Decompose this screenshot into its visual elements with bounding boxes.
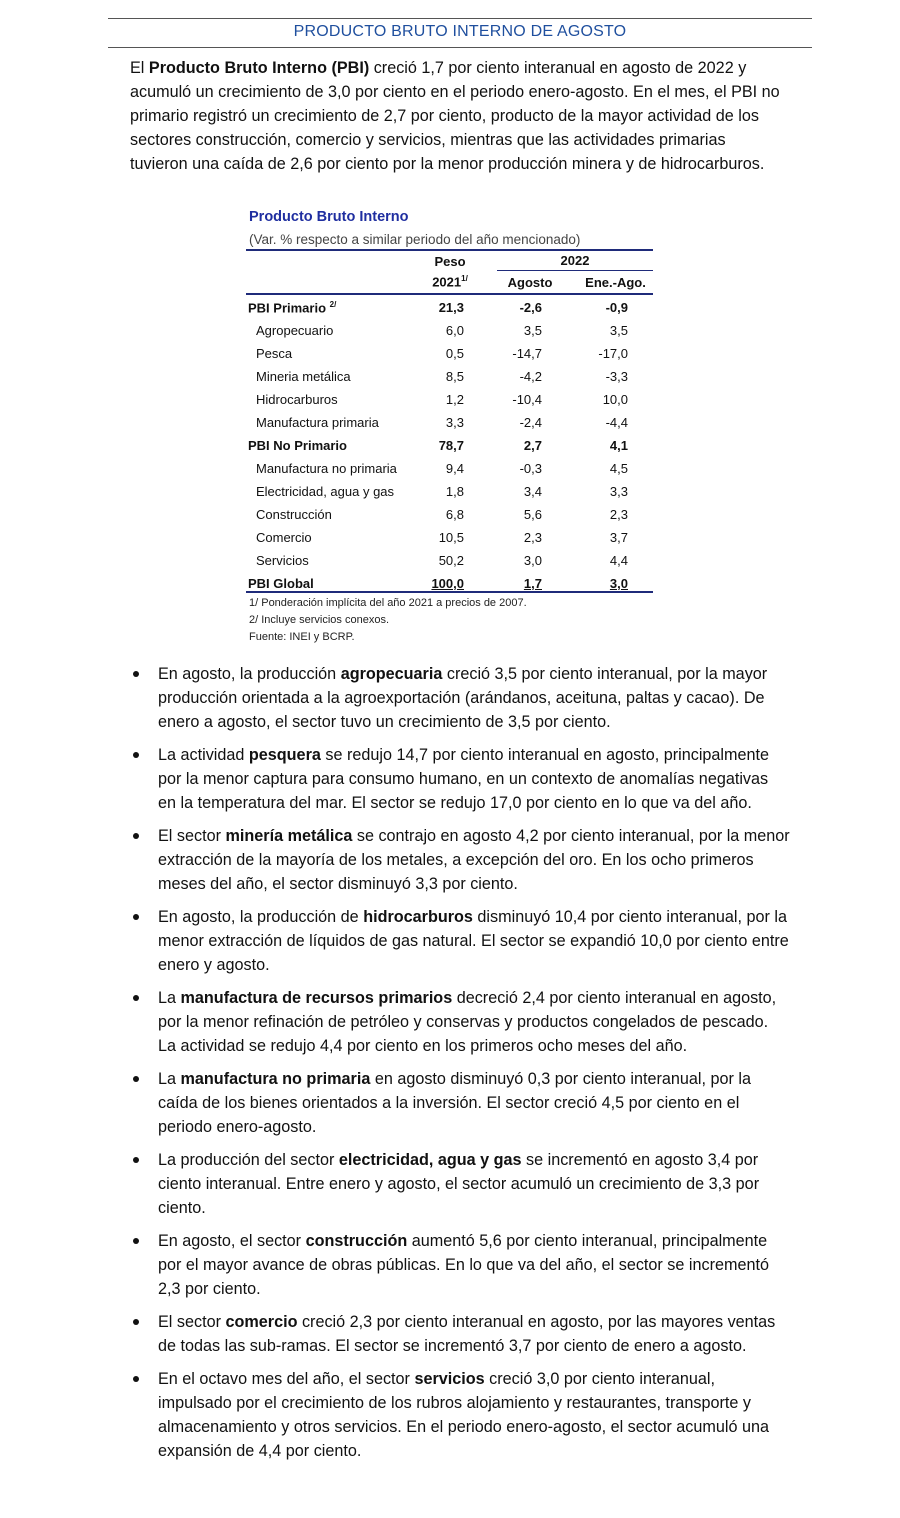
bullet-sector: construcción [305, 1232, 408, 1250]
table-cell-peso: 78,7 [438, 438, 464, 453]
bullet-text-rest: en agosto disminuyó 0,3 por ciento interanual, por la caída de los bienes orientados a la inversión. El sector creció 4,5 por ciento en el periodo enero-agosto. [158, 1070, 751, 1136]
bullet-item [130, 743, 790, 815]
intro-text-start: El [130, 59, 149, 77]
bullet-text-start: La actividad [158, 746, 249, 764]
bullet-dot-icon [133, 1238, 139, 1244]
table-row-label: Manufactura primaria [256, 415, 379, 430]
bullet-sector: pesquera [248, 746, 321, 764]
bullet-text-start: En agosto, la producción [158, 665, 341, 683]
bullet-sector: hidrocarburos [363, 908, 473, 926]
bullet-item [130, 1229, 790, 1301]
table-cell-ene: -0,9 [605, 300, 628, 315]
table-row-label: Manufactura no primaria [256, 461, 397, 476]
bullet-dot-icon [133, 995, 139, 1001]
bullet-text-start: El sector [158, 827, 226, 845]
table-cell-peso: 0,5 [445, 346, 464, 361]
table-cell-ago: -4,2 [519, 369, 542, 384]
table-cell-ene: 3,7 [609, 530, 628, 545]
col-peso-year: $2021^{1/}$ [432, 274, 468, 290]
bullet-dot-icon [133, 1319, 139, 1325]
bullet-sector: servicios [414, 1370, 485, 1388]
bullet-text-start: En agosto, la producción de [158, 908, 364, 926]
bullet-list [130, 662, 790, 1472]
table-cell-ene: 3,5 [609, 323, 628, 338]
intro-paragraph [130, 56, 780, 176]
note-2: 2/ Incluye servicios conexos. [249, 614, 390, 626]
bullet-item [130, 1367, 790, 1463]
table-row-label: Agropecuario [256, 323, 334, 338]
table-row-label: PBI Global [248, 576, 314, 591]
table-cell-ago: -10,4 [512, 392, 542, 407]
table-cell-peso: 6,0 [445, 323, 464, 338]
col-year-header: 2022 [560, 253, 590, 268]
table-cell-peso: 1,8 [445, 484, 464, 499]
table-cell-ene: -17,0 [598, 346, 628, 361]
table-cell-ago: 3,0 [523, 553, 542, 568]
bullet-text-rest: se contrajo en agosto 4,2 por ciento interanual, por la menor extracción de la mayoría de los metales, a excepción del oro. En los ocho primeros meses del año, el sector disminuyó 3,3 por ciento. [158, 827, 790, 893]
table-row-label: Electricidad, agua y gas [256, 484, 395, 499]
bullet-dot-icon [133, 671, 139, 677]
bullet-item [130, 986, 790, 1058]
table-cell-peso: 6,8 [445, 507, 464, 522]
table-cell-ago: 3,4 [523, 484, 542, 499]
section-title: PRODUCTO BRUTO INTERNO DE AGOSTO [293, 23, 627, 40]
table-cell-ene: -4,4 [605, 415, 628, 430]
table-cell-ago: 2,7 [523, 438, 542, 453]
table-cell-ago: -2,6 [519, 300, 542, 315]
col-peso-header: Peso [434, 254, 466, 269]
bullet-text-start: La producción del sector [158, 1151, 339, 1169]
bullet-sector: comercio [225, 1313, 298, 1331]
intro-text-rest: creció 1,7 por ciento interanual en agosto de 2022 y acumuló un crecimiento de 3,0 por ciento en el periodo enero-agosto. En el mes, el PBI no primario registró un crecimiento de 2,7 por ciento, producto de la mayor actividad de los sectores construcción, comercio y servicios, mientras que las actividades primarias tuvieron una caída de 2,6 por ciento por la menor producción minera y de hidrocarburos. [130, 59, 780, 173]
bullet-text-start: La [158, 989, 181, 1007]
table-row-label: Comercio [256, 530, 312, 545]
table-row-label: Mineria metálica [256, 369, 351, 384]
bullet-item [130, 1067, 790, 1139]
bullet-text-start: La [158, 1070, 181, 1088]
section-header [108, 18, 812, 48]
table-cell-ago: -0,3 [519, 461, 542, 476]
table-cell-ene: 4,4 [609, 553, 628, 568]
bullet-text-rest: se redujo 14,7 por ciento interanual en agosto, principalmente por la menor captura para consumo humano, en un contexto de anomalías negativas en la temperatura del mar. El sector se redujo 17,0 por ciento en lo que va del año. [158, 746, 770, 812]
bullet-dot-icon [133, 1157, 139, 1163]
col-ene-header: Ene.-Ago. [585, 275, 646, 290]
table-cell-peso: 50,2 [438, 553, 464, 568]
table-cell-peso: 3,3 [445, 415, 464, 430]
bullet-sector: manufactura de recursos primarios [180, 989, 453, 1007]
bullet-dot-icon [133, 833, 139, 839]
note-1: 1/ Ponderación implícita del año 2021 a precios de 2007. [249, 597, 527, 609]
table-row-label: PBI No Primario [248, 438, 347, 453]
bullet-text-rest: creció 3,5 por ciento interanual, por la mayor producción orientada a la agroexportación (arándanos, aceituna, paltas y cacao). De enero a agosto, el sector tuvo un crecimiento de 3,5 por ciento. [158, 665, 768, 731]
bullet-item [130, 824, 790, 896]
table-cell-peso: 21,3 [438, 300, 464, 315]
table-row-label: Pesca [256, 346, 293, 361]
bullet-dot-icon [133, 1376, 139, 1382]
table-cell-ago: -14,7 [512, 346, 542, 361]
bullet-text-start: En el octavo mes del año, el sector [158, 1370, 415, 1388]
table-cell-ene: 4,5 [609, 461, 628, 476]
table-cell-ago: 5,6 [523, 507, 542, 522]
bullet-item [130, 1310, 790, 1358]
table-cell-ene: -3,3 [605, 369, 628, 384]
table-row-label: Construcción [256, 507, 332, 522]
table-cell-ago: 2,3 [523, 530, 542, 545]
table-cell-peso: 10,5 [438, 530, 464, 545]
table-cell-peso: 9,4 [445, 461, 464, 476]
table-row-label: PBI Primario $^{2/}$ [248, 300, 337, 316]
bullet-sector: minería metálica [225, 827, 353, 845]
bullet-sector: manufactura no primaria [180, 1070, 371, 1088]
table-cell-ene: 10,0 [602, 392, 628, 407]
bullet-item [130, 1148, 790, 1220]
table-top-rule [246, 249, 653, 251]
bullet-text-rest: aumentó 5,6 por ciento interanual, principalmente por el mayor avance de obras públicas. En lo que va del año, el sector se incrementó 2,3 por ciento. [158, 1232, 769, 1298]
bullet-text-start: El sector [158, 1313, 226, 1331]
table-cell-ago: 3,5 [523, 323, 542, 338]
table-bottom-rule [246, 591, 653, 593]
bullet-text-rest: se incrementó en agosto 3,4 por ciento interanual. Entre enero y agosto, el sector acumuló un crecimiento de 3,3 por ciento. [158, 1151, 760, 1217]
table-cell-ago: 1,7 [523, 576, 542, 591]
table-cell-ene: 2,3 [609, 507, 628, 522]
bullet-dot-icon [133, 1076, 139, 1082]
bullet-item [130, 662, 790, 734]
table-row-label: Hidrocarburos [256, 392, 338, 407]
bullet-text-rest: creció 3,0 por ciento interanual, impulsado por el crecimiento de los rubros alojamiento y restaurantes, transporte y almacenamiento y otros servicios. En el periodo enero-agosto, el sector acumuló una expansión de 4,4 por ciento. [158, 1370, 769, 1460]
bullet-text-rest: creció 2,3 por ciento interanual en agosto, por las mayores ventas de todas las sub-ramas. El sector se incrementó 3,7 por ciento de enero a agosto. [158, 1313, 776, 1355]
header-bottom-rule [246, 293, 653, 295]
intro-bold: Producto Bruto Interno (PBI) [148, 59, 370, 77]
table-cell-peso: 100,0 [431, 576, 464, 591]
bullet-text-rest: decreció 2,4 por ciento interanual en agosto, por la menor refinación de petróleo y conservas y productos congelados de pescado. La actividad se redujo 4,4 por ciento en los primeros ocho meses del año. [158, 989, 777, 1055]
year-rule [497, 270, 653, 271]
table-row-label: Servicios [256, 553, 309, 568]
table-cell-ago: -2,4 [519, 415, 542, 430]
table-cell-ene: 3,3 [609, 484, 628, 499]
bullet-dot-icon [133, 752, 139, 758]
source-note: Fuente: INEI y BCRP. [249, 631, 355, 643]
bullet-text-start: En agosto, el sector [158, 1232, 306, 1250]
bullet-sector: agropecuaria [340, 665, 443, 683]
col-agosto-header: Agosto [507, 275, 553, 290]
table-cell-ene: 3,0 [609, 576, 628, 591]
table-cell-peso: 8,5 [445, 369, 464, 384]
bullet-sector: electricidad, agua y gas [338, 1151, 522, 1169]
table-title: Producto Bruto Interno [249, 209, 409, 225]
bullet-dot-icon [133, 914, 139, 920]
table-cell-ene: 4,1 [609, 438, 628, 453]
table-cell-peso: 1,2 [445, 392, 464, 407]
bullet-item [130, 905, 790, 977]
table-subtitle: (Var. % respecto a similar periodo del año mencionado) [249, 232, 581, 247]
bullet-text-rest: disminuyó 10,4 por ciento interanual, por la menor extracción de líquidos de gas natural. El sector se expandió 10,0 por ciento entre enero y agosto. [158, 908, 789, 974]
